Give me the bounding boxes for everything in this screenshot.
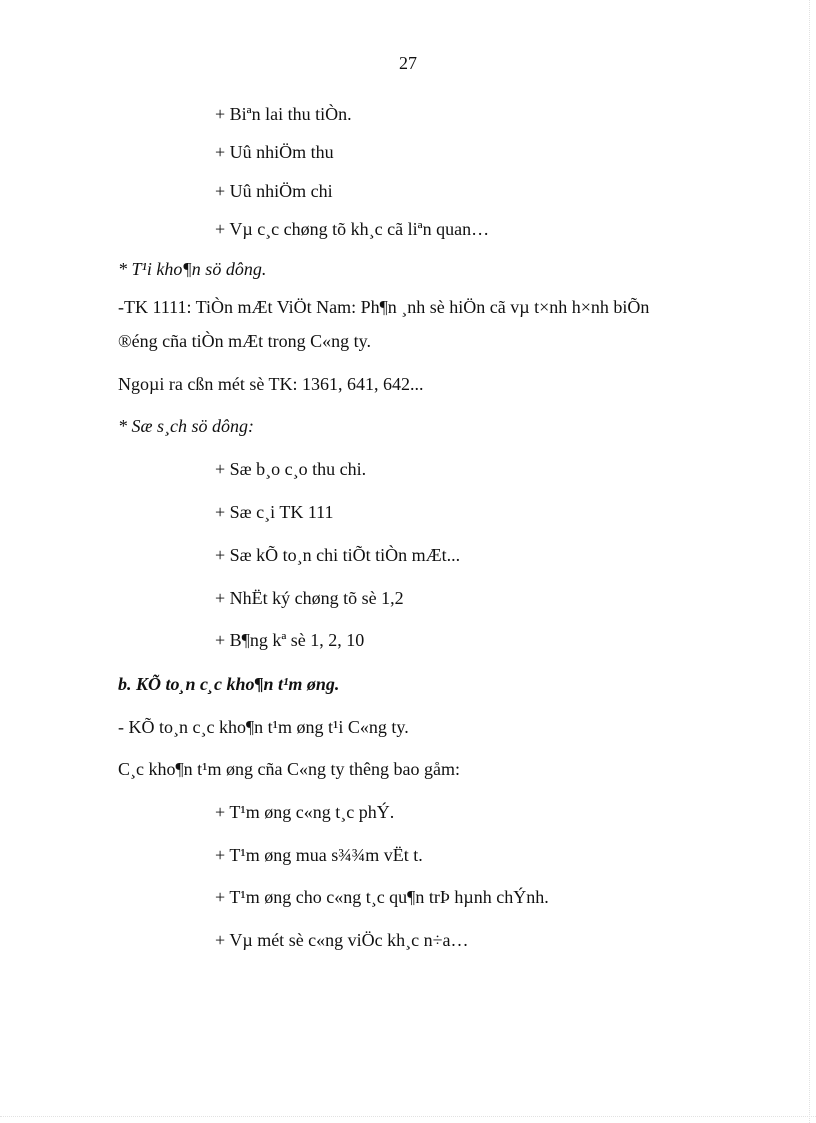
paragraph-line: - KÕ to¸n c¸c kho¶n t¹m øng t¹i C«ng ty.: [118, 717, 409, 737]
section-heading: * Sæ s¸ch sö dông:: [118, 416, 254, 436]
list-item: + Vµ mét sè c«ng viÖc kh¸c n÷a…: [215, 930, 469, 950]
paragraph-line: -TK 1111: TiÒn mÆt ViÖt Nam: Ph¶n ¸nh sè hiÖn cã vµ t×nh h×nh biÕn: [118, 297, 650, 317]
paragraph-line: Ngoµi ra cßn mét sè TK: 1361, 641, 642...: [118, 374, 424, 394]
paragraph-line: C¸c kho¶n t¹m øng cña C«ng ty thêng bao gåm:: [118, 759, 460, 779]
list-item: + NhËt ký chøng tõ sè 1,2: [215, 588, 404, 608]
list-item: + B¶ng kª sè 1, 2, 10: [215, 630, 365, 650]
list-item: + Biªn lai thu tiÒn.: [215, 104, 352, 124]
list-item: + T¹m øng cho c«ng t¸c qu¶n trÞ hµnh chÝnh.: [215, 887, 549, 907]
list-item: + Sæ c¸i TK 111: [215, 502, 334, 522]
section-title: b. KÕ to¸n c¸c kho¶n t¹m øng.: [118, 674, 340, 694]
list-item: + Sæ kÕ to¸n chi tiÕt tiÒn mÆt...: [215, 545, 461, 565]
list-item: + Vµ c¸c chøng tõ kh¸c cã liªn quan…: [215, 219, 490, 239]
section-heading: * T¹i kho¶n sö dông.: [118, 259, 267, 279]
page-edge-right: [809, 0, 810, 1123]
list-item: + Sæ b¸o c¸o thu chi.: [215, 459, 367, 479]
list-item: + Uû nhiÖm thu: [215, 142, 334, 162]
list-item: + Uû nhiÖm chi: [215, 181, 333, 201]
paragraph-line: ®éng cña tiÒn mÆt trong C«ng ty.: [118, 331, 371, 351]
page-edge-bottom: [0, 1116, 816, 1117]
list-item: + T¹m øng mua s¾¾m vËt t.: [215, 845, 423, 865]
page-number: 27: [399, 53, 417, 73]
list-item: + T¹m øng c«ng t¸c phÝ.: [215, 802, 395, 822]
